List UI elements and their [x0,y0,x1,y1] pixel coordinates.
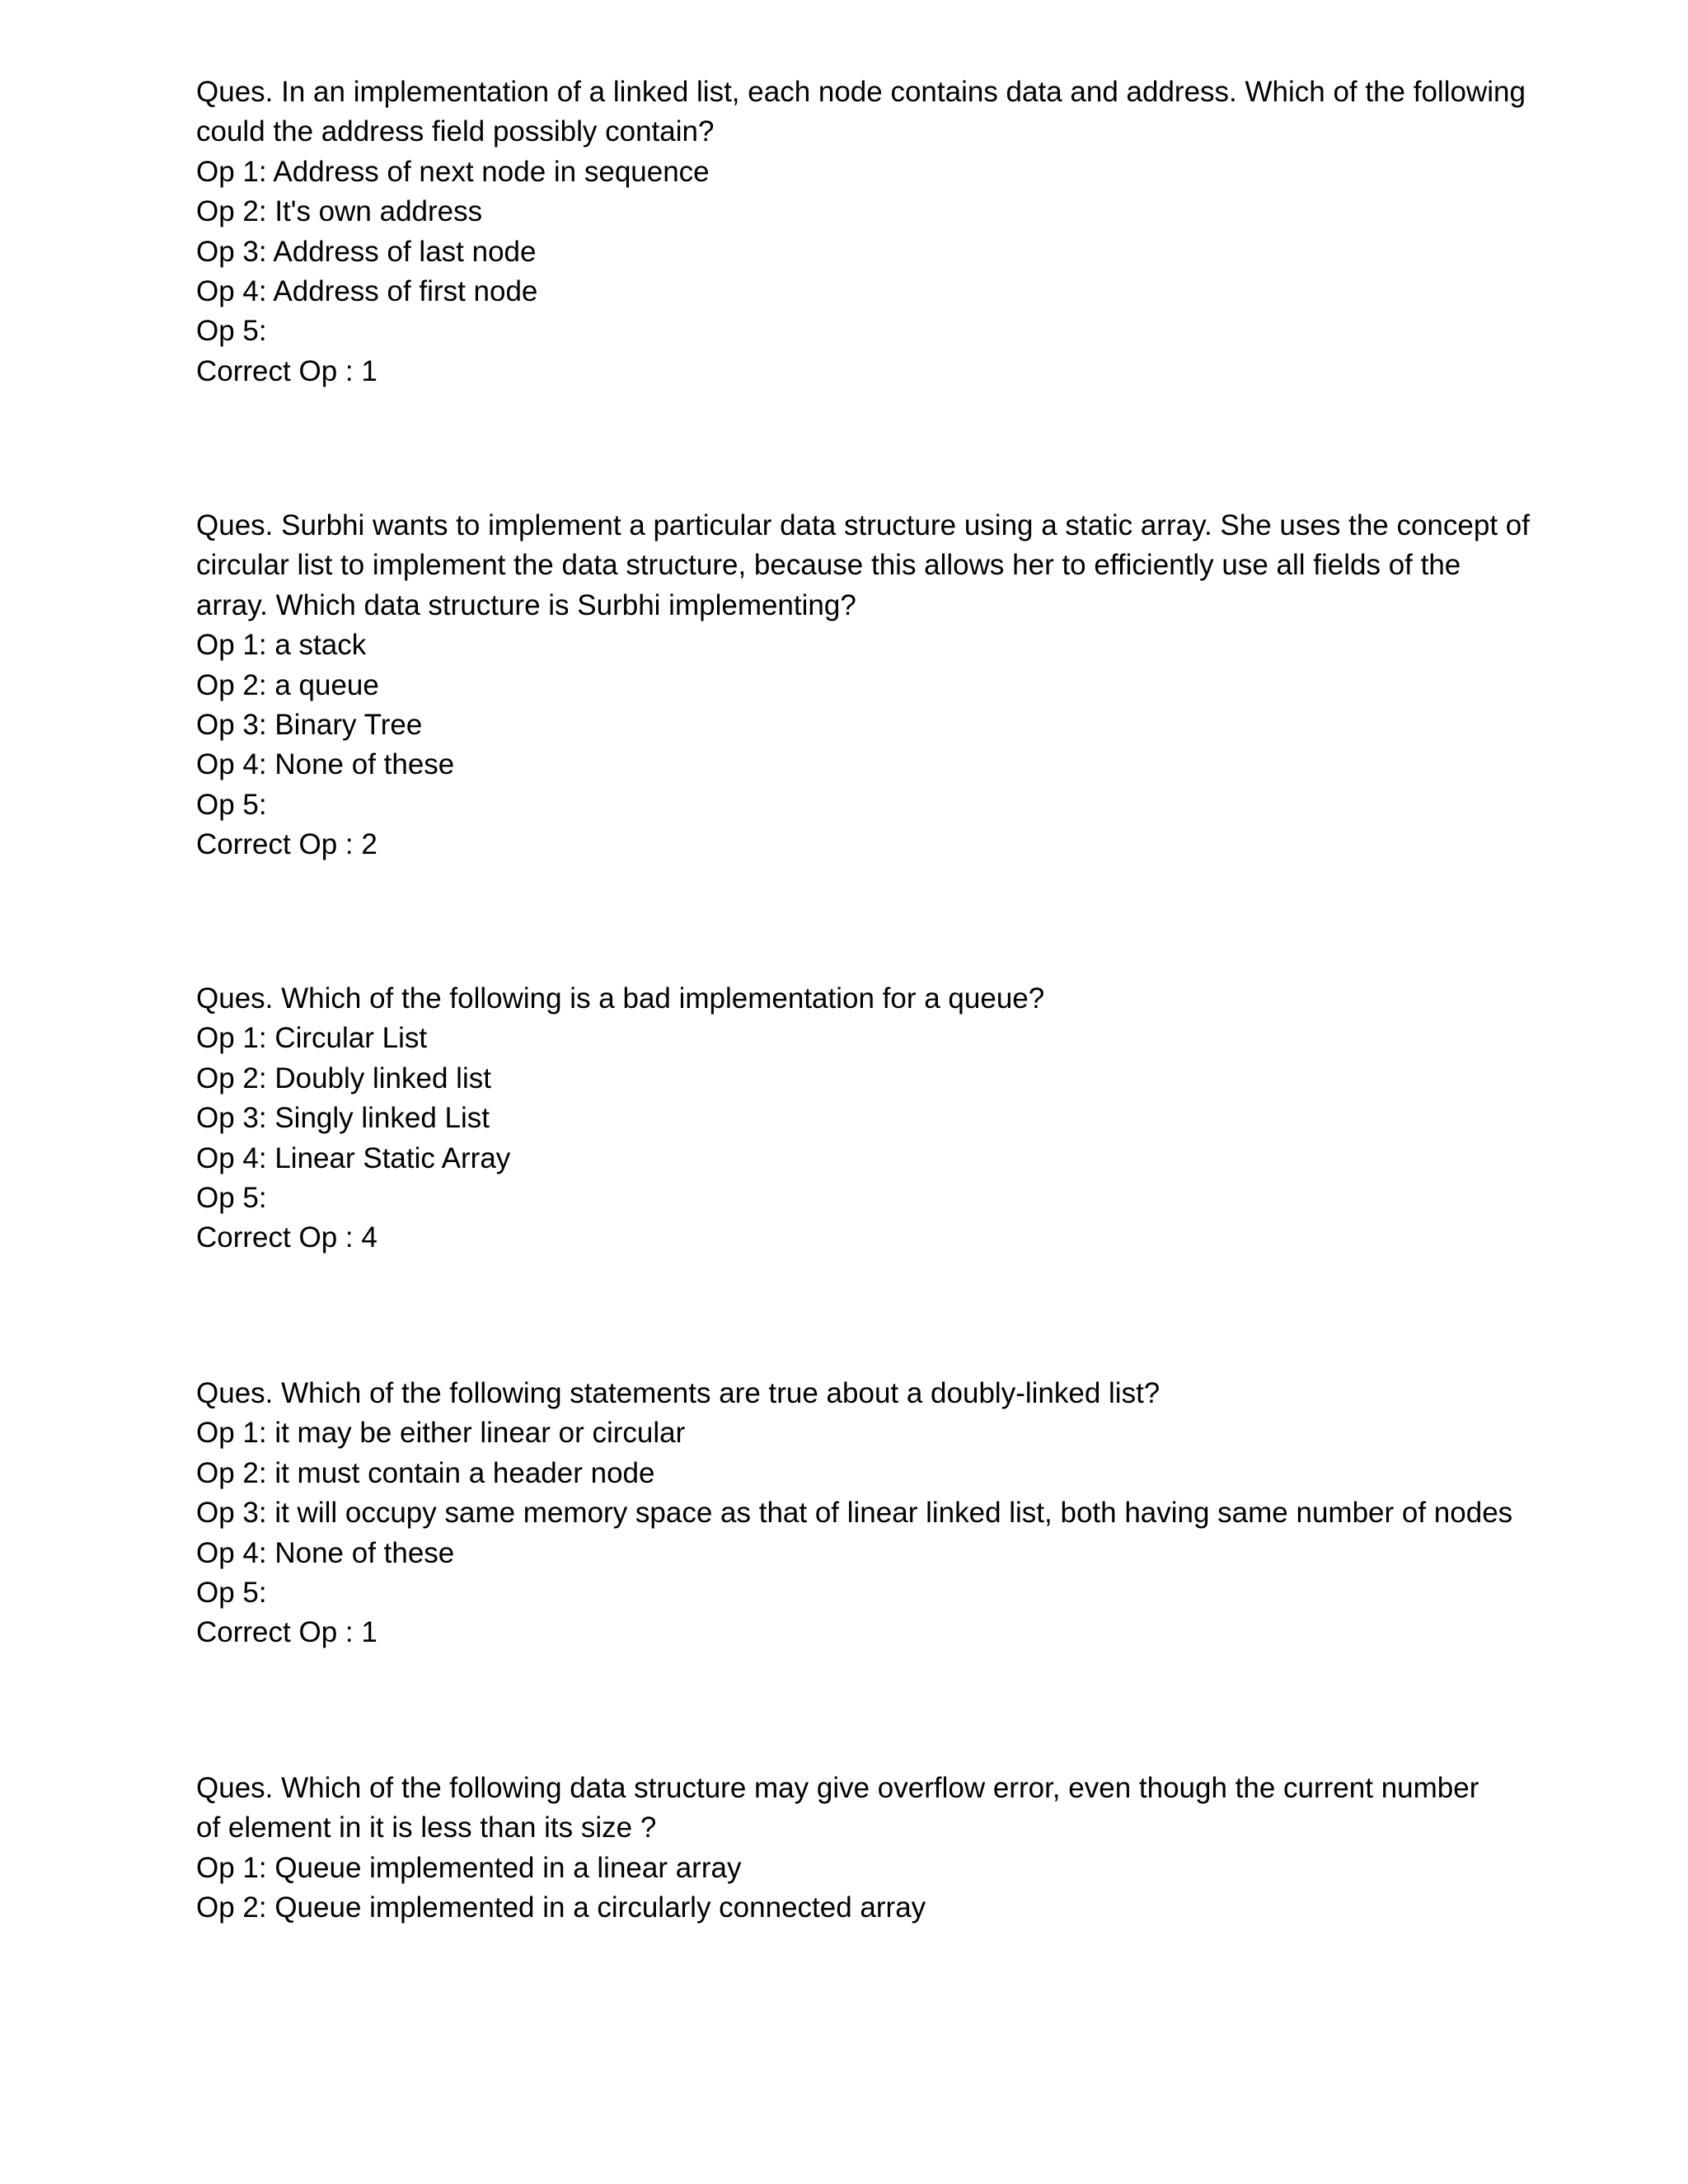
option-2: Op 2: a queue [196,668,379,701]
option-1: Op 1: it may be either linear or circular [196,1417,686,1450]
option-2: Op 2: It's own address [196,195,483,228]
option-5: Op 5: [196,1577,267,1610]
question-text-line: Ques. Which of the following statements are true about a doubly-linked list? [196,1377,1160,1409]
correct-option: Correct Op : 1 [196,354,377,387]
option-4: Op 4: None of these [196,1536,455,1569]
option-5: Op 5: [196,315,267,348]
question-text-line: Ques. Which of the following data structure may give overflow error, even though the current number [196,1772,1479,1804]
question-text-line: array. Which data structure is Surbhi implementing? [196,588,856,621]
option-4: Op 4: Linear Static Array [196,1141,511,1174]
option-5: Op 5: [196,788,267,821]
option-4: Op 4: None of these [196,748,455,781]
question-text-line: of element in it is less than its size ? [196,1811,657,1844]
question-prefix: Ques. [196,76,274,108]
question-text-line: Ques. In an implementation of a linked list, each node contains data and address. Which of the following [196,76,1526,108]
correct-option: Correct Op : 2 [196,828,377,861]
option-3: Op 3: Address of last node [196,235,537,268]
option-3: Op 3: Binary Tree [196,709,423,742]
question-block-3 [196,979,1498,1258]
option-1: Op 1: Circular List [196,1022,428,1055]
correct-option: Correct Op : 1 [196,1616,377,1649]
question-text-line: could the address field possibly contain? [196,115,715,148]
question-block-4 [196,1374,1513,1653]
question-prefix: Ques. [196,1377,274,1409]
option-1: Op 1: Address of next node in sequence [196,155,710,188]
question-block-2 [196,506,1530,865]
question-prefix: Ques. [196,982,274,1015]
option-4: Op 4: Address of first node [196,275,538,308]
option-2: Op 2: Doubly linked list [196,1062,491,1094]
option-3: Op 3: it will occupy same memory space as that of linear linked list, both having same number of nodes [196,1497,1513,1530]
correct-option: Correct Op : 4 [196,1221,377,1254]
option-1: Op 1: Queue implemented in a linear array [196,1851,742,1884]
question-text-line: circular list to implement the data structure, because this allows her to efficiently use all fields of the [196,549,1461,582]
option-5: Op 5: [196,1182,267,1215]
question-prefix: Ques. [196,1772,274,1804]
question-block-1 [196,73,1526,391]
question-prefix: Ques. [196,509,274,541]
option-2: Op 2: Queue implemented in a circularly connected array [196,1891,926,1924]
option-1: Op 1: a stack [196,629,367,662]
question-block-5 [196,1769,1498,1929]
option-3: Op 3: Singly linked List [196,1102,490,1135]
question-text-line: Ques. Which of the following is a bad implementation for a queue? [196,982,1045,1015]
question-text-line: Ques. Surbhi wants to implement a particular data structure using a static array. She uses the concept of [196,509,1530,541]
option-2: Op 2: it must contain a header node [196,1456,655,1489]
